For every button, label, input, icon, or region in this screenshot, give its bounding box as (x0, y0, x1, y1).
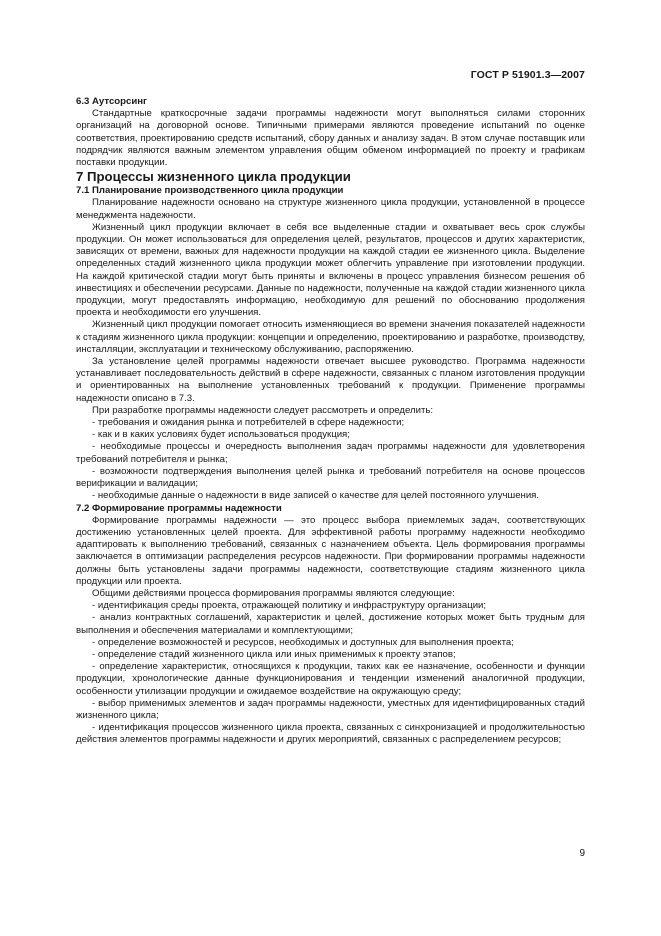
document-body (76, 96, 585, 747)
list-item: - анализ контрактных соглашений, характеристик и целей, достижение которых может быть трудным для выполнения и обеспечения материалами и комплектующими; (76, 612, 585, 636)
list-item: - определение возможностей и ресурсов, необходимых и доступных для выполнения проекта; (92, 636, 514, 648)
section-7-2-title: 7.2 Формирование программы надежности (76, 502, 282, 514)
page-number: 9 (579, 848, 585, 859)
list-item: - необходимые данные о надежности в виде записей о качестве для целей постоянного улучшения. (92, 490, 540, 502)
paragraph: Жизненный цикл продукции включает в себя все выделенные стадии и охватывает весь срок службы продукции. Он может использоваться для определения целей, результатов, процессов и других характеристик, зависящих от времени, важных для надежности продукции на каждой стадии ее жизненного цикла. Выделение определенных стадий жизненного цикла продукции может облегчить управление при изготовлении продукции. На каждой критической стадии могут быть приняты и включены в процесс управления бизнесом решения об инвестициях и обеспечении ресурсами. Данные по надежности, полученные на каждой стадии жизненного цикла продукции, могут предоставлять информацию, необходимую для решений по обоснованию продолжения проекта и необходимости его улучшения. (76, 221, 585, 319)
list-item: - возможности подтверждения выполнения целей рынка и требований потребителя на основе процессов верификации и валидации; (76, 465, 585, 490)
list-item: - необходимые процессы и очередность выполнения задач программы надежности для удовлетворения требований потребителя и рынка; (76, 441, 585, 465)
list-item: - определение стадий жизненного цикла или иных применимых к проекту этапов; (92, 648, 456, 660)
paragraph: Стандартные краткосрочные задачи программы надежности могут выполняться силами сторонних организаций на договорной основе. Типичными примерами являются проведение испытаний по оценке соответствия, проектированию средств испытаний, сбору данных и анализу задач. В этом случае поставщик или подрядчик являются важным элементом управления общим обменом информацией по проекту и графикам поставки продукции. (76, 108, 585, 169)
list-item: - идентификация процессов жизненного цикла проекта, связанных с синхронизацией и продолжительностью действия элементов программы надежности и других мероприятий, связанных с распределением ресурсов; (76, 722, 585, 746)
paragraph: Формирование программы надежности — это процесс выбора приемлемых задач, соответствующих достижению установленных целей проекта. Для эффективной работы программу надежности необходимо адаптировать к выполнению требований, связанных с назначением объекта. Цель формирования программы заключается в оптимизации распределения ресурсов надежности. При формировании программы надежности должны быть установлены задачи программы надежности, соответствующие стадиям жизненного цикла продукции или проекта. (76, 514, 585, 587)
list-item: - как и в каких условиях будет использоваться продукция; (92, 429, 350, 441)
paragraph: При разработке программы надежности следует рассмотреть и определить: (92, 404, 434, 416)
list-item: - определение характеристик, относящихся к продукции, таких как ее назначение, особенности и функции продукции, хронологические данные функционирования и тенденции изменений аналогичной продукции, особенности утилизации продукции и ожидаемое воздействие на окружающую среду; (76, 661, 585, 697)
list-item: - требования и ожидания рынка и потребителей в сфере надежности; (92, 417, 405, 429)
section-7-1-title: 7.1 Планирование производственного цикла продукции (76, 185, 344, 197)
paragraph: За установление целей программы надежности отвечает высшее руководство. Программа надежности устанавливает последовательность действий в сфере надежности, связанных с планом изготовления продукции и ориентированных на выполнение установленных требований к продукции. Применение программы надежности описано в 7.3. (76, 356, 585, 404)
paragraph: Планирование надежности основано на структуре жизненного цикла продукции, установленной в процессе менеджмента надежности. (76, 197, 585, 221)
section-6-3-title: 6.3 Аутсорсинг (76, 96, 148, 107)
paragraph: Жизненный цикл продукции помогает относить изменяющиеся во времени значения показателей надежности к стадиям жизненного цикла продукции: концепции и определению, проектированию и разработке, производству, инсталляции, эксплуатации и техническому обслуживанию, распоряжению. (76, 319, 585, 355)
paragraph: Общими действиями процесса формирования программы являются следующие: (92, 587, 455, 599)
list-item: - выбор применимых элементов и задач программы надежности, уместных для идентифицированных стадий жизненного цикла; (76, 697, 585, 721)
document-code-header: ГОСТ Р 51901.3—2007 (470, 69, 585, 81)
list-item: - идентификация среды проекта, отражающей политику и инфраструктуру организации; (92, 600, 487, 612)
section-7-title: 7 Процессы жизненного цикла продукции (76, 169, 351, 185)
